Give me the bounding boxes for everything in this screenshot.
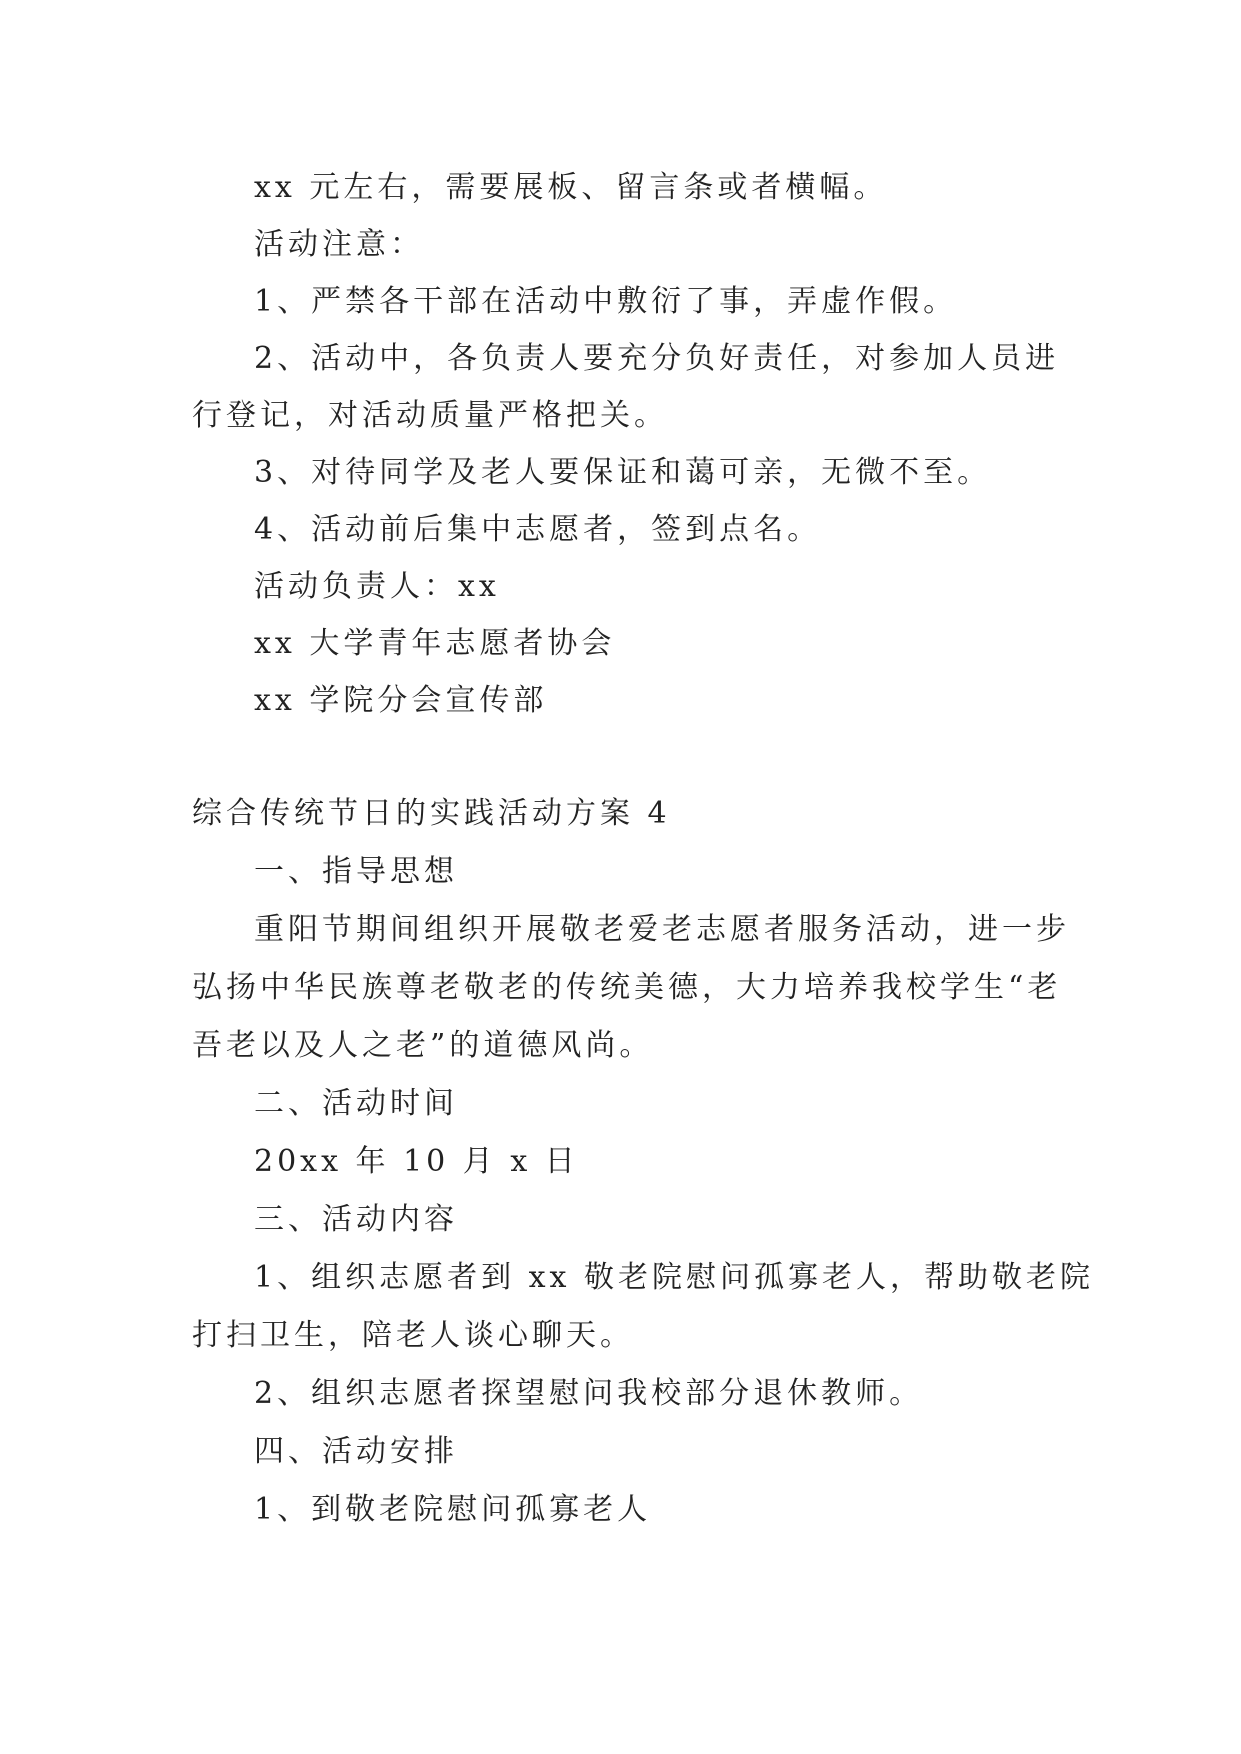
notes-heading: 活动注意：	[254, 227, 424, 262]
heading-guiding-thought: 一、指导思想	[254, 854, 458, 889]
note-item-3: 3、对待同学及老人要保证和蔼可亲，无微不至。	[254, 455, 992, 490]
content-item-1: 1、组织志愿者到 xx 敬老院慰问孤寡老人，帮助敬老院	[254, 1260, 1094, 1295]
paragraph-line: 吾老以及人之老”的道德风尚。	[192, 1028, 654, 1063]
arrangement-item-1: 1、到敬老院慰问孤寡老人	[254, 1492, 652, 1527]
organizer-association: xx 大学青年志愿者协会	[254, 626, 616, 661]
activity-date: 20xx 年 10 月 x 日	[254, 1144, 579, 1179]
content-item-1-continued: 打扫卫生，陪老人谈心聊天。	[192, 1318, 634, 1353]
paragraph-line: 重阳节期间组织开展敬老爱老志愿者服务活动，进一步	[254, 912, 1070, 947]
organizer-department: xx 学院分会宣传部	[254, 683, 548, 718]
heading-activity-time: 二、活动时间	[254, 1086, 458, 1121]
budget-line: xx 元左右，需要展板、留言条或者横幅。	[254, 170, 888, 205]
note-item-2: 2、活动中，各负责人要充分负好责任，对参加人员进	[254, 341, 1060, 376]
paragraph-line: 弘扬中华民族尊老敬老的传统美德，大力培养我校学生“老	[192, 970, 1062, 1005]
section-title: 综合传统节日的实践活动方案 4	[192, 796, 671, 831]
note-item-4: 4、活动前后集中志愿者，签到点名。	[254, 512, 822, 547]
person-in-charge: 活动负责人：xx	[254, 569, 500, 604]
note-item-1: 1、严禁各干部在活动中敷衍了事，弄虚作假。	[254, 284, 958, 319]
heading-activity-arrangement: 四、活动安排	[254, 1434, 458, 1469]
heading-activity-content: 三、活动内容	[254, 1202, 458, 1237]
content-item-2: 2、组织志愿者探望慰问我校部分退休教师。	[254, 1376, 924, 1411]
note-item-2-continued: 行登记，对活动质量严格把关。	[192, 398, 668, 433]
